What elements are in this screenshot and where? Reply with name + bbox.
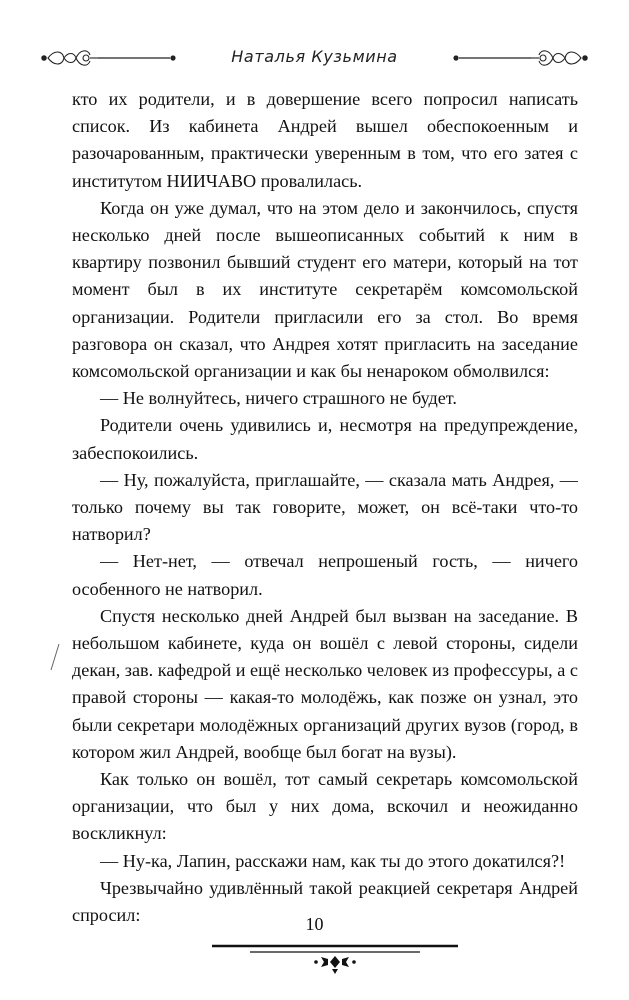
running-header [40,44,589,74]
paragraph: — Не волнуйтесь, ничего страшного не будет. [100,388,457,409]
header-ornament-right-icon [389,46,589,70]
paragraph: кто их родители, и в довершение всего попросил написать список. Из кабинета Андрей вышел обеспокоенным и разочарованным, практически уверенным в том, что его затея с институтом НИИЧАВО провалилась. [72,89,578,191]
paragraph: — Нет-нет, — отвечал непрошеный гость, — ничего особенного не натворил. [72,551,578,599]
page-footer [0,914,629,984]
page-number: 10 [305,914,324,934]
paragraph: Спустя несколько дней Андрей был вызван на заседание. В небольшом кабинете, куда он вошёл с левой стороны, сидели декан, зав. кафедрой и ещё несколько человек из профессуры, а с правой стороны — какая-то молодёжь, как позже он узнал, это были секретари молодёжных организаций других вузов (город, в котором жил Андрей, вообще был богат на вузы). [72,605,578,762]
paragraph: — Ну-ка, Лапин, расскажи нам, как ты до этого докатился?! [100,850,566,871]
paragraph: — Ну, пожалуйста, приглашайте, — сказала мать Андрея, — только почему вы так говорите, может, он всё-таки что-то натворил? [72,469,578,545]
body-text [72,86,578,929]
author-name: Наталья Кузьмина [231,47,398,66]
paragraph: Как только он вошёл, тот самый секретарь комсомольской организации, что был у них дома, вскочил и неожиданно воскликнул: [72,769,578,844]
paragraph: Чрезвычайно удивлённый такой реакцией секретаря Андрей спросил: [72,877,578,926]
margin-pencil-mark-icon [48,642,62,672]
paragraph: Родители очень удивились и, несмотря на предупреждение, забеспокоились. [72,415,578,463]
paragraph: Когда он уже думал, что на этом дело и закончилось, спустя несколько дней после вышеописанных событий к ним в квартиру позвонил бывший студент его матери, который на тот момент был в их институте секретарём комсомольской организации. Родители пригласили его за стол. Во время разговора он сказал, что Андрея хотят пригласить на заседание комсомольской организации и как бы ненароком обмолвился: [72,197,578,382]
footer-ornament-icon [210,940,460,980]
